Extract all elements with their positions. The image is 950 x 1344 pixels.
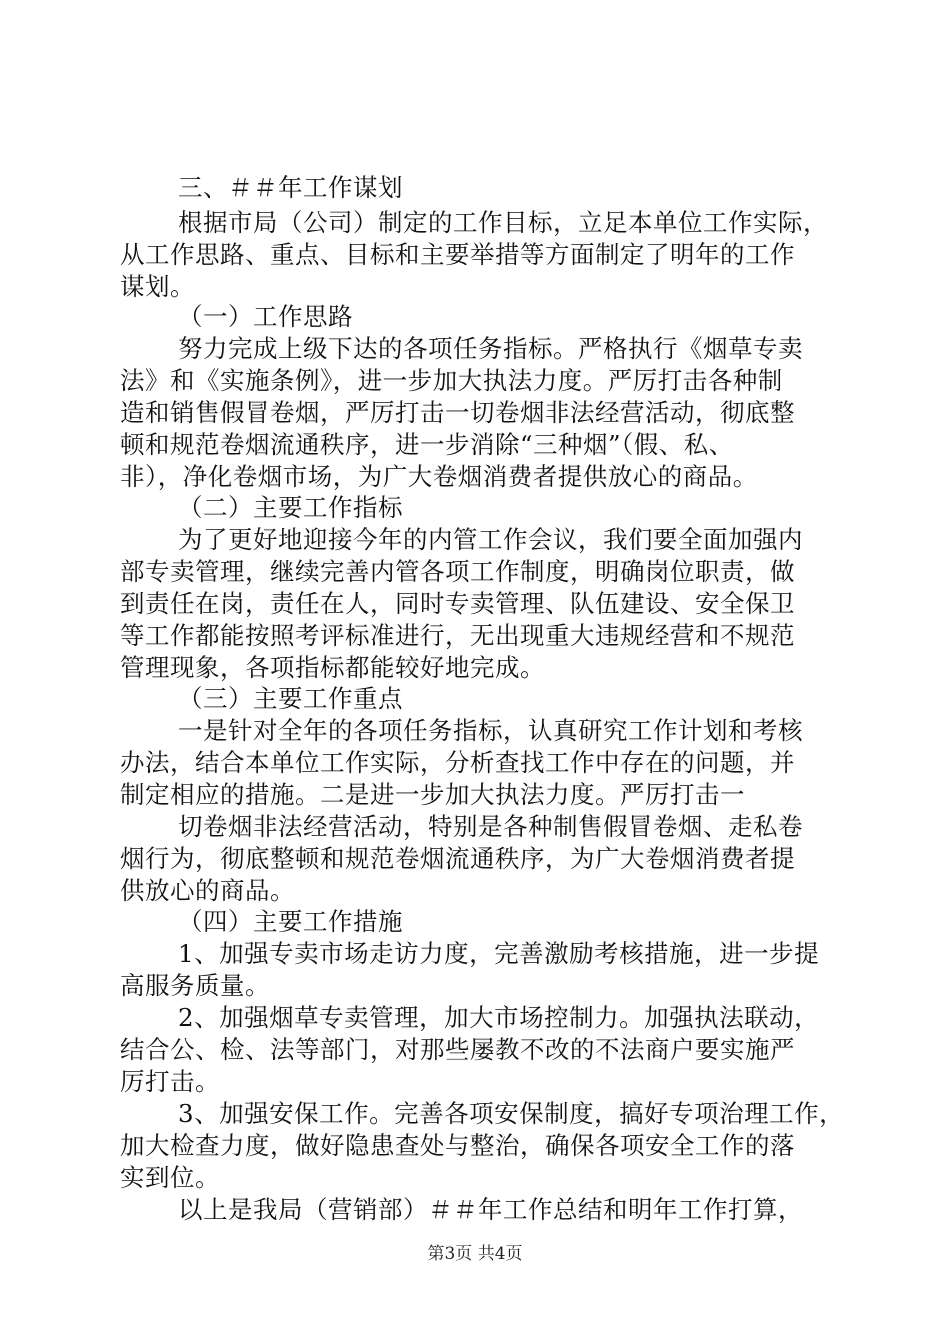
paragraph-line: 造和销售假冒卷烟，严厉打击一切卷烟非法经营活动，彻底整: [120, 398, 795, 427]
list-item-line: 2、加强烟草专卖管理，加大市场控制力。加强执法联动，: [178, 1003, 820, 1032]
section-heading: 三、＃＃年工作谋划: [178, 173, 403, 202]
paragraph-line: 努力完成上级下达的各项任务指标。严格执行《烟草专卖: [178, 334, 803, 363]
list-item-line: 实到位。: [120, 1163, 220, 1192]
paragraph-line: 以上是我局（营销部）＃＃年工作总结和明年工作打算，: [178, 1195, 803, 1224]
list-item-line: 结合公、检、法等部门，对那些屡教不改的不法商户要实施严: [120, 1035, 795, 1064]
subsection-heading: （二）主要工作指标: [178, 493, 403, 522]
paragraph-line: 办法，结合本单位工作实际，分析查找工作中存在的问题，并: [120, 748, 795, 777]
paragraph-line: 到责任在岗，责任在人，同时专卖管理、队伍建设、安全保卫: [120, 589, 795, 618]
paragraph-line: 为了更好地迎接今年的内管工作会议，我们要全面加强内: [178, 525, 803, 554]
paragraph-line: 制定相应的措施。二是进一步加大执法力度。严厉打击一: [120, 780, 745, 809]
subsection-heading: （三）主要工作重点: [178, 684, 403, 713]
page-number-footer: 第3页 共4页: [427, 1244, 523, 1264]
paragraph-line: 切卷烟非法经营活动，特别是各种制售假冒卷烟、走私卷: [178, 812, 803, 841]
list-item-line: 1、加强专卖市场走访力度，完善激励考核措施，进一步提: [178, 939, 820, 968]
subsection-heading: （四）主要工作措施: [178, 907, 403, 936]
paragraph-line: 根据市局（公司）制定的工作目标，立足本单位工作实际，: [178, 208, 828, 237]
list-item-line: 高服务质量。: [120, 971, 270, 1000]
list-item-line: 厉打击。: [120, 1067, 220, 1096]
paragraph-line: 非），净化卷烟市场，为广大卷烟消费者提供放心的商品。: [120, 462, 758, 491]
paragraph-line: 部专卖管理，继续完善内管各项工作制度，明确岗位职责，做: [120, 557, 795, 586]
paragraph-line: 法》和《实施条例》，进一步加大执法力度。严厉打击各种制: [120, 366, 783, 395]
paragraph-line: 烟行为，彻底整顿和规范卷烟流通秩序，为广大卷烟消费者提: [120, 844, 795, 873]
list-item-line: 加大检查力度，做好隐患查处与整治，确保各项安全工作的落: [120, 1131, 795, 1160]
paragraph-line: 顿和规范卷烟流通秩序，进一步消除“三种烟”（假、私、: [120, 430, 734, 459]
paragraph-line: 一是针对全年的各项任务指标，认真研究工作计划和考核: [178, 716, 803, 745]
paragraph-line: 谋划。: [120, 272, 195, 301]
paragraph-line: 供放心的商品。: [120, 876, 295, 905]
paragraph-line: 管理现象，各项指标都能较好地完成。: [120, 653, 545, 682]
paragraph-line: 等工作都能按照考评标准进行，无出现重大违规经营和不规范: [120, 621, 795, 650]
subsection-heading: （一）工作思路: [178, 302, 353, 331]
paragraph-line: 从工作思路、重点、目标和主要举措等方面制定了明年的工作: [120, 240, 795, 269]
list-item-line: 3、加强安保工作。完善各项安保制度，搞好专项治理工作，: [178, 1099, 845, 1128]
